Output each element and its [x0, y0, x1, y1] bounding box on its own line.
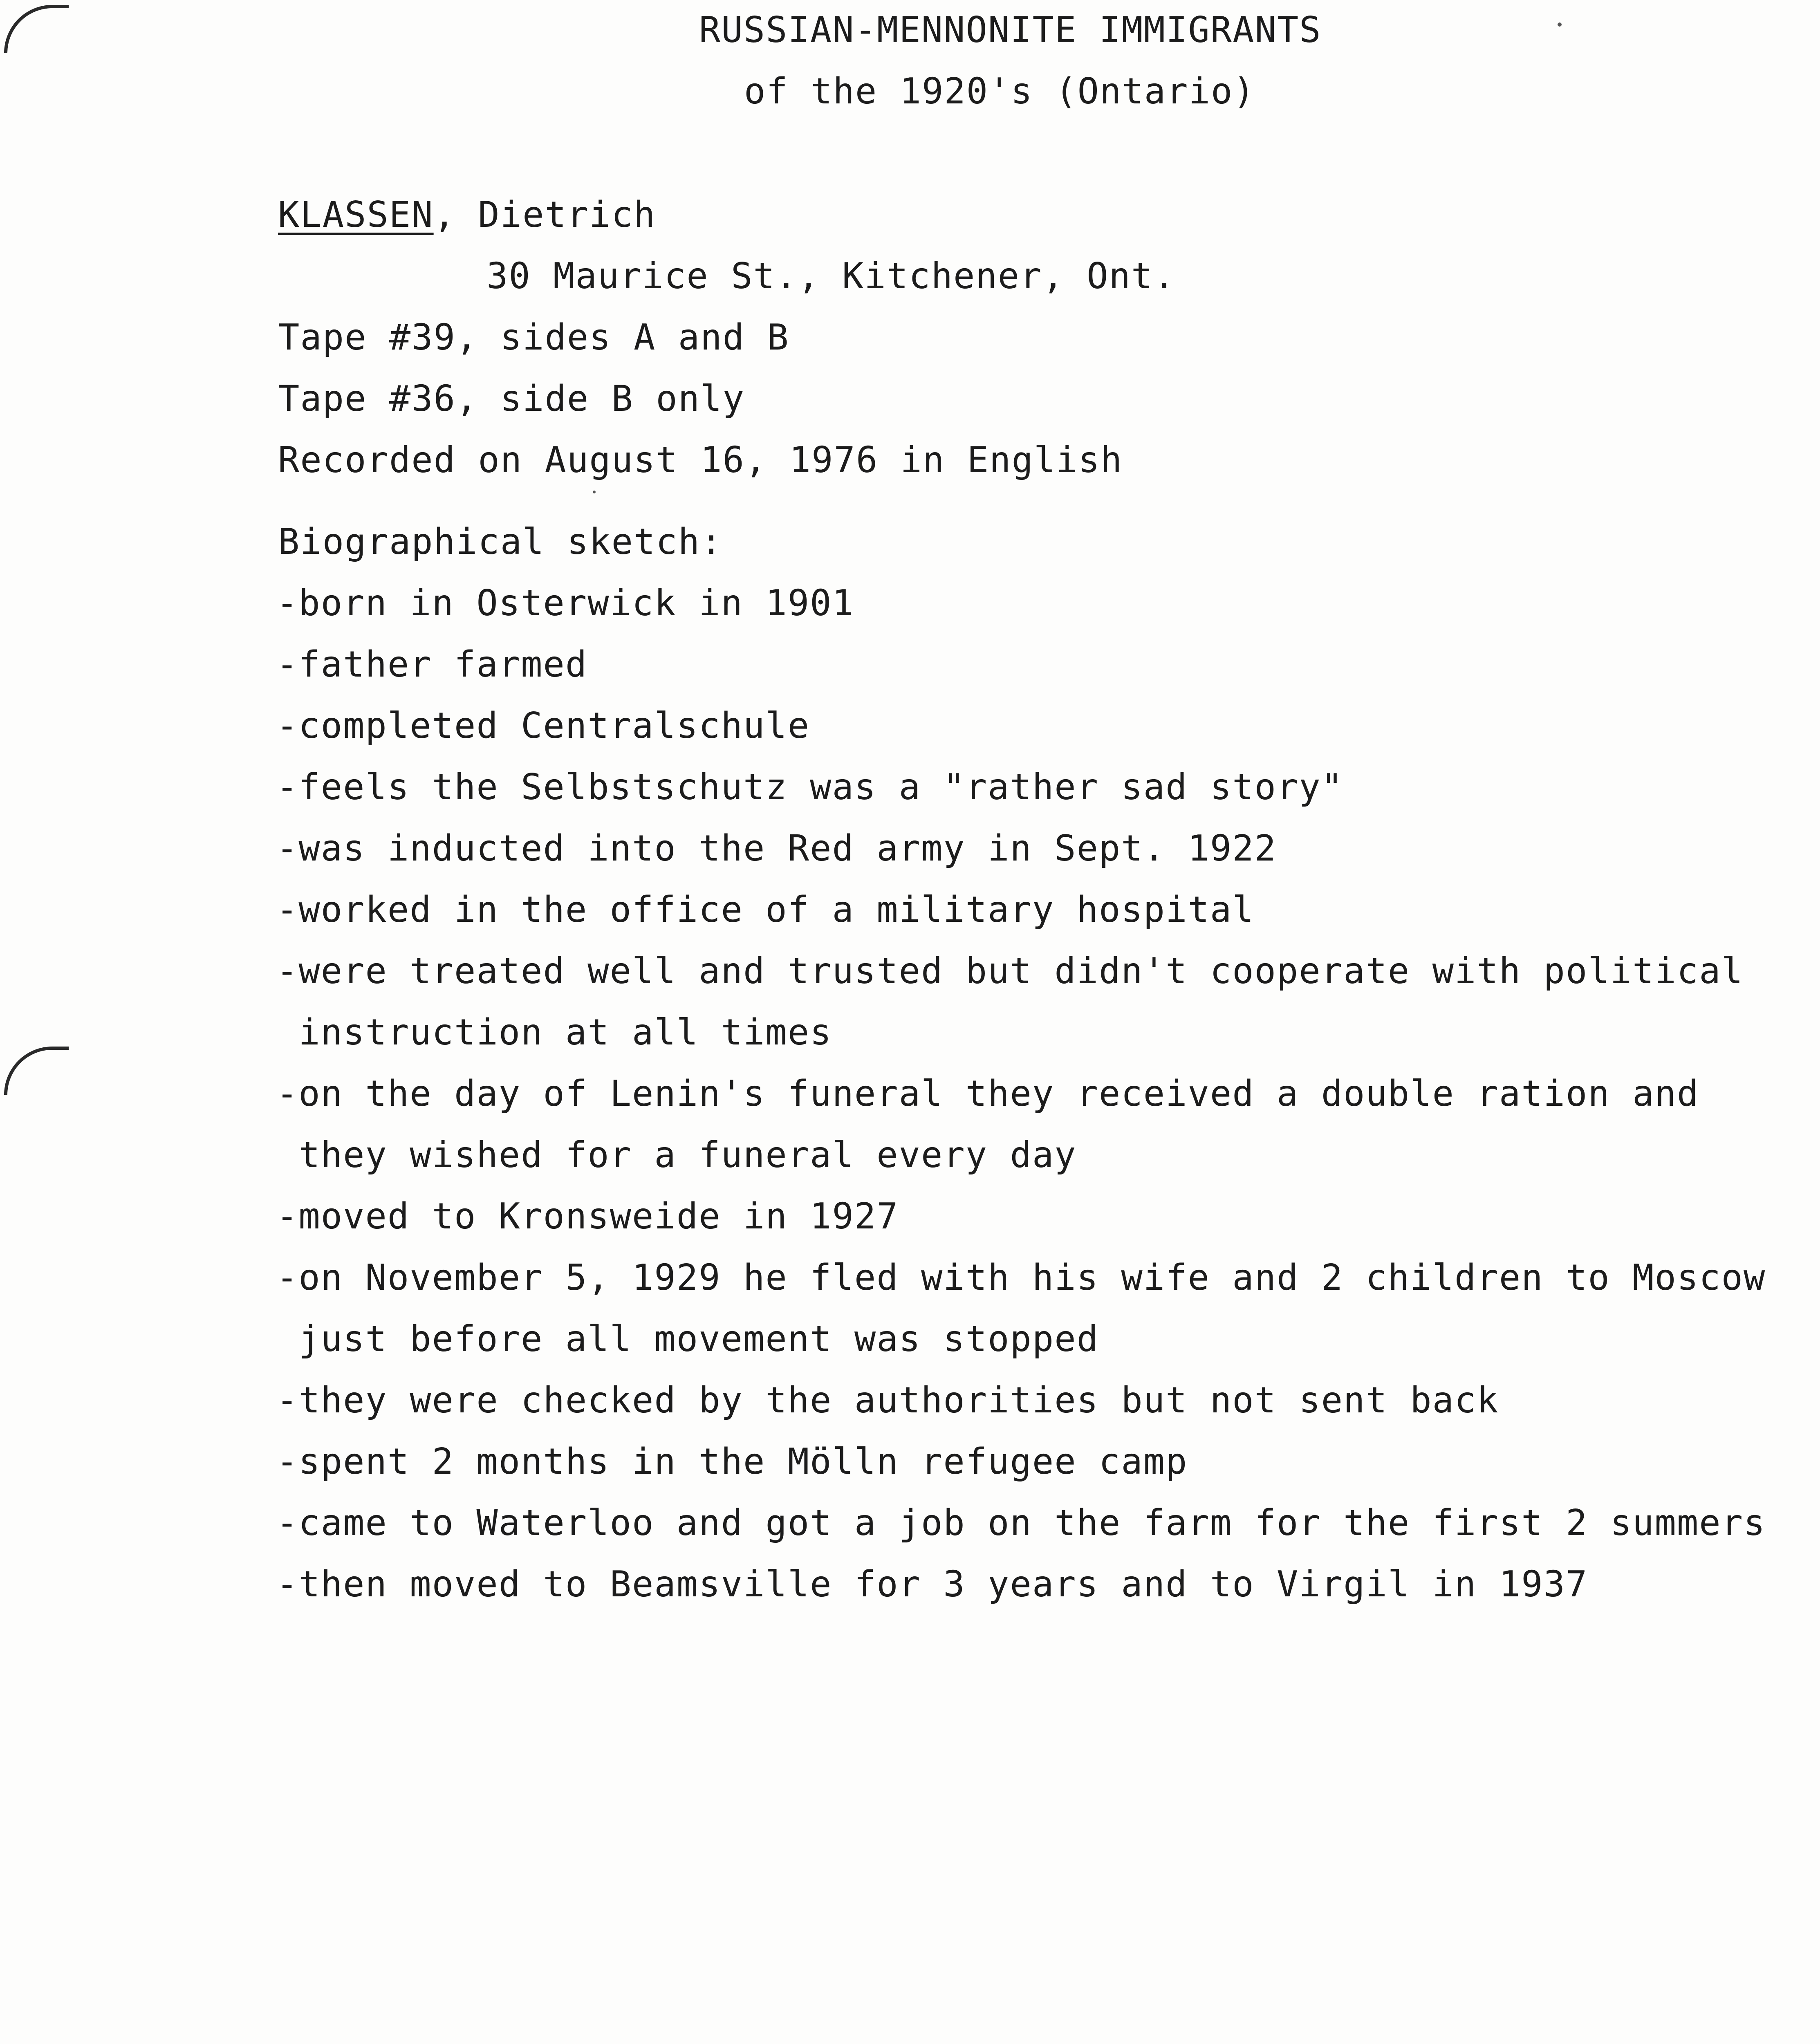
- sketch-line: they wished for a funeral every day: [276, 1134, 1077, 1176]
- sketch-line: instruction at all times: [276, 1011, 832, 1053]
- subject-name: [278, 192, 656, 237]
- recording-date: Recorded on August 16, 1976 in English: [278, 439, 1123, 481]
- sketch-line: -born in Osterwick in 1901: [276, 582, 854, 624]
- scan-speck: [1558, 22, 1562, 27]
- subject-surname: KLASSEN: [278, 194, 434, 235]
- scan-speck: [593, 491, 596, 493]
- sketch-line: -spent 2 months in the Mölln refugee camp: [276, 1441, 1188, 1482]
- sketch-line: just before all movement was stopped: [276, 1318, 1099, 1360]
- sketch-line: -completed Centralschule: [276, 705, 810, 746]
- sketch-line: -came to Waterloo and got a job on the farm for the first 2 summers: [276, 1502, 1766, 1544]
- header-subtitle: of the 1920's (Ontario): [744, 70, 1255, 112]
- tape-info-1: Tape #39, sides A and B: [278, 316, 789, 358]
- sketch-line: -on the day of Lenin's funeral they received a double ration and: [276, 1073, 1699, 1114]
- sketch-heading: Biographical sketch:: [278, 521, 723, 563]
- subject-address: 30 Maurice St., Kitchener, Ont.: [486, 255, 1176, 297]
- tape-info-2: Tape #36, side B only: [278, 378, 745, 419]
- sketch-line: -were treated well and trusted but didn't cooperate with political: [276, 950, 1744, 992]
- sketch-line: -they were checked by the authorities but not sent back: [276, 1379, 1499, 1421]
- sketch-line: -worked in the office of a military hospital: [276, 889, 1255, 930]
- subject-given-name: , Dietrich: [433, 194, 656, 235]
- sketch-line: -moved to Kronsweide in 1927: [276, 1195, 899, 1237]
- sketch-line: -then moved to Beamsville for 3 years and to Virgil in 1937: [276, 1563, 1588, 1605]
- sketch-line: -was inducted into the Red army in Sept. 1922: [276, 827, 1277, 869]
- sketch-line: -feels the Selbstschutz was a "rather sad story": [276, 766, 1344, 808]
- header-title: RUSSIAN-MENNONITE IMMIGRANTS: [699, 9, 1322, 51]
- binder-hole-mark-middle: [4, 1047, 69, 1095]
- binder-hole-mark-top: [4, 5, 69, 53]
- sketch-line: -on November 5, 1929 he fled with his wife and 2 children to Moscow: [276, 1257, 1766, 1298]
- sketch-line: -father farmed: [276, 643, 588, 685]
